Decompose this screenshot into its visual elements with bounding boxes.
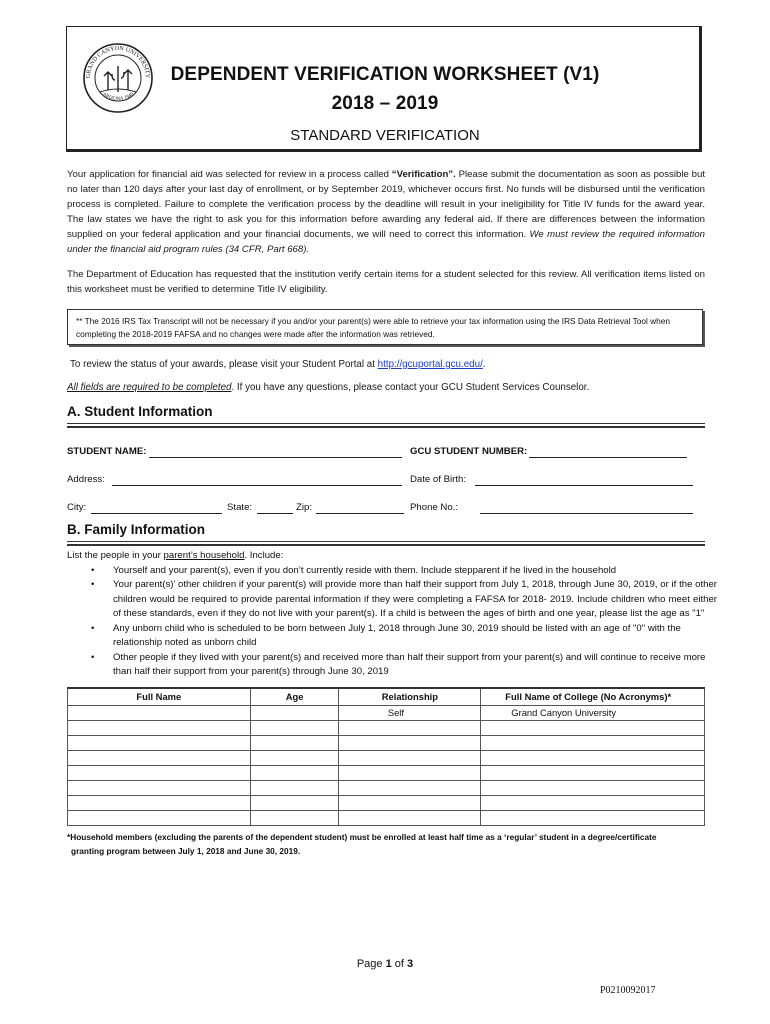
section-b-title: B. Family Information bbox=[67, 522, 206, 537]
portal-period: . bbox=[482, 359, 486, 370]
table-cell[interactable] bbox=[339, 735, 481, 750]
col-college: Full Name of College (No Acronyms)* bbox=[481, 688, 705, 705]
table-row bbox=[68, 795, 705, 810]
table-cell[interactable] bbox=[68, 780, 251, 795]
parents-household-text: parent’s household bbox=[163, 550, 245, 561]
table-cell[interactable]: Self bbox=[339, 705, 481, 720]
required-line bbox=[67, 380, 705, 395]
gcu-number-field[interactable] bbox=[529, 457, 687, 458]
title-line-1: DEPENDENT VERIFICATION WORKSHEET (V1) bbox=[170, 64, 600, 85]
address-field[interactable] bbox=[112, 485, 402, 486]
table-cell[interactable] bbox=[250, 750, 339, 765]
table-header-row bbox=[68, 688, 705, 705]
table-cell[interactable] bbox=[250, 705, 339, 720]
table-cell[interactable] bbox=[481, 720, 705, 735]
zip-label: Zip: bbox=[296, 502, 312, 513]
phone-label: Phone No.: bbox=[410, 502, 459, 513]
intro-text-italic: We must review the required information under the financial aid program rules (34 CFR, Part 668). bbox=[67, 229, 705, 255]
table-cell[interactable] bbox=[481, 810, 705, 825]
list-item: • Any unborn child who is scheduled to be born between July 1, 2018 through June 30, 2019 should be listed with an age of "0" with the relationship noted as unborn child bbox=[113, 622, 717, 651]
page-total: 3 bbox=[407, 958, 414, 970]
state-field[interactable] bbox=[257, 513, 293, 514]
table-cell[interactable] bbox=[250, 795, 339, 810]
table-cell[interactable] bbox=[339, 765, 481, 780]
table-cell[interactable] bbox=[68, 750, 251, 765]
table-row bbox=[68, 705, 705, 720]
table-cell[interactable] bbox=[339, 750, 481, 765]
address-label: Address: bbox=[67, 474, 105, 485]
document-code: P0210092017 bbox=[600, 985, 656, 996]
footnote-line-2: granting program between July 1, 2018 and June 30, 2019. bbox=[71, 846, 301, 856]
page-title bbox=[150, 60, 620, 118]
table-row bbox=[68, 780, 705, 795]
table-cell[interactable] bbox=[250, 720, 339, 735]
list-item: • Other people if they lived with your parent(s) and received more than half their support from your parent(s) and will continue to receive more than half their support from your parent(s) through June 30, 2019 bbox=[113, 651, 717, 680]
table-cell[interactable] bbox=[68, 810, 251, 825]
table-cell[interactable] bbox=[339, 810, 481, 825]
state-label: State: bbox=[227, 502, 253, 513]
required-text: All fields are required to be completed bbox=[67, 382, 232, 393]
intro-text-a: Your application for financial aid was selected for review in a process called bbox=[67, 169, 392, 180]
table-row bbox=[68, 720, 705, 735]
svg-text:ARIZONA 1949 bbox=[101, 92, 135, 102]
household-bullet-list bbox=[67, 564, 717, 680]
seal-text-top: GRAND CANYON UNIVERSITY bbox=[84, 44, 152, 79]
table-row bbox=[68, 735, 705, 750]
dob-field[interactable] bbox=[475, 485, 693, 486]
table-cell[interactable] bbox=[250, 765, 339, 780]
list-item: • Your parent(s)’ other children if your parent(s) will provide more than half their support from July 1, 2018, through June 30, 2019, or if the other children would be required to provide parental information if they were completing a FAFSA for 2018- 2019. Include children who meet either of these standards, even if they do not live with your parent(s). If a child is between the ages of birth and one year, please list the age as "1" bbox=[113, 578, 717, 622]
intro-text-bold: “Verification”. bbox=[391, 169, 456, 180]
student-name-label: STUDENT NAME: bbox=[67, 446, 147, 457]
irs-note-box: ** The 2016 IRS Tax Transcript will not be necessary if you and/or your parent(s) were able to retrieve your tax information using the IRS Data Retrieval Tool when completing the 2018-2019 FAFSA and no changes were made after the information was retrieved. bbox=[67, 309, 703, 345]
table-cell[interactable] bbox=[68, 795, 251, 810]
contact-text: . If you have any questions, please contact your GCU Student Services Counselor. bbox=[231, 382, 590, 393]
table-cell[interactable] bbox=[250, 780, 339, 795]
table-cell[interactable] bbox=[68, 765, 251, 780]
page-subtitle: STANDARD VERIFICATION bbox=[290, 127, 480, 144]
student-portal-link[interactable]: http://gcuportal.gcu.edu/ bbox=[377, 359, 483, 370]
dob-label: Date of Birth: bbox=[410, 474, 466, 485]
footnote-line-1: *Household members (excluding the parents of the dependent student) must be enrolled at least half time as a ‘regular’ student in a degree/certificate bbox=[67, 832, 657, 842]
table-cell[interactable] bbox=[481, 780, 705, 795]
phone-field[interactable] bbox=[480, 513, 693, 514]
table-cell[interactable] bbox=[339, 795, 481, 810]
family-table bbox=[67, 687, 705, 826]
intro-paragraph bbox=[67, 167, 705, 257]
list-item: • Yourself and your parent(s), even if you don’t currently reside with them. Include stepparent if he lived in the household bbox=[113, 564, 717, 579]
table-cell[interactable] bbox=[339, 780, 481, 795]
student-name-field[interactable] bbox=[149, 457, 402, 458]
table-cell[interactable] bbox=[481, 735, 705, 750]
household-lead bbox=[67, 549, 717, 564]
table-row bbox=[68, 810, 705, 825]
table-row bbox=[68, 765, 705, 780]
col-full-name: Full Name bbox=[68, 688, 251, 705]
table-row bbox=[68, 750, 705, 765]
table-cell[interactable] bbox=[68, 720, 251, 735]
title-line-2: 2018 – 2019 bbox=[331, 93, 439, 114]
table-cell[interactable] bbox=[481, 795, 705, 810]
table-cell[interactable] bbox=[481, 750, 705, 765]
section-b-rule bbox=[67, 541, 705, 546]
city-field[interactable] bbox=[91, 513, 222, 514]
table-cell[interactable] bbox=[339, 720, 481, 735]
col-relationship: Relationship bbox=[339, 688, 481, 705]
page-of: of bbox=[391, 958, 408, 970]
page-current: 1 bbox=[385, 958, 392, 970]
zip-field[interactable] bbox=[316, 513, 404, 514]
table-cell[interactable] bbox=[250, 735, 339, 750]
gcu-number-label: GCU STUDENT NUMBER: bbox=[410, 446, 528, 457]
table-cell[interactable] bbox=[481, 765, 705, 780]
household-footnote bbox=[67, 830, 717, 858]
verification-paragraph: The Department of Education has requested that the institution verify certain items for a student selected for this review. All verification items listed on this worksheet must be verified to determine Title IV eligibility. bbox=[67, 269, 705, 295]
household-lead-text: List the people in your bbox=[67, 550, 164, 561]
household-lead-include: . Include: bbox=[244, 550, 284, 561]
university-seal-logo bbox=[82, 42, 154, 114]
household-instructions bbox=[67, 549, 717, 680]
seal-text-bottom: ARIZONA 1949 bbox=[101, 92, 135, 103]
section-a-rule bbox=[67, 423, 705, 428]
portal-text: To review the status of your awards, please visit your Student Portal at bbox=[70, 359, 378, 370]
table-cell[interactable] bbox=[68, 735, 251, 750]
table-cell[interactable] bbox=[250, 810, 339, 825]
city-label: City: bbox=[67, 502, 87, 513]
table-cell[interactable]: Grand Canyon University bbox=[481, 705, 705, 720]
page-word: Page bbox=[356, 958, 386, 970]
intro-text-b: Please submit the documentation as soon as possible but no later than 120 days after your last day of enrollment, or by September 2019, whichever occurs first. No funds will be disbursed until the verification process is completed. Failure to complete the verification process by the deadline will result in your ineligibility for Title IV funds for the award year. The law states we have the right to ask you for this information before awarding any federal aid. If there are differences between the information supplied on your federal application and your financial documents, we will need to correct this information. bbox=[67, 169, 705, 240]
table-cell[interactable] bbox=[68, 705, 251, 720]
section-a-title: A. Student Information bbox=[67, 404, 213, 419]
portal-line bbox=[70, 357, 708, 372]
col-age: Age bbox=[250, 688, 339, 705]
page-number bbox=[0, 958, 770, 970]
